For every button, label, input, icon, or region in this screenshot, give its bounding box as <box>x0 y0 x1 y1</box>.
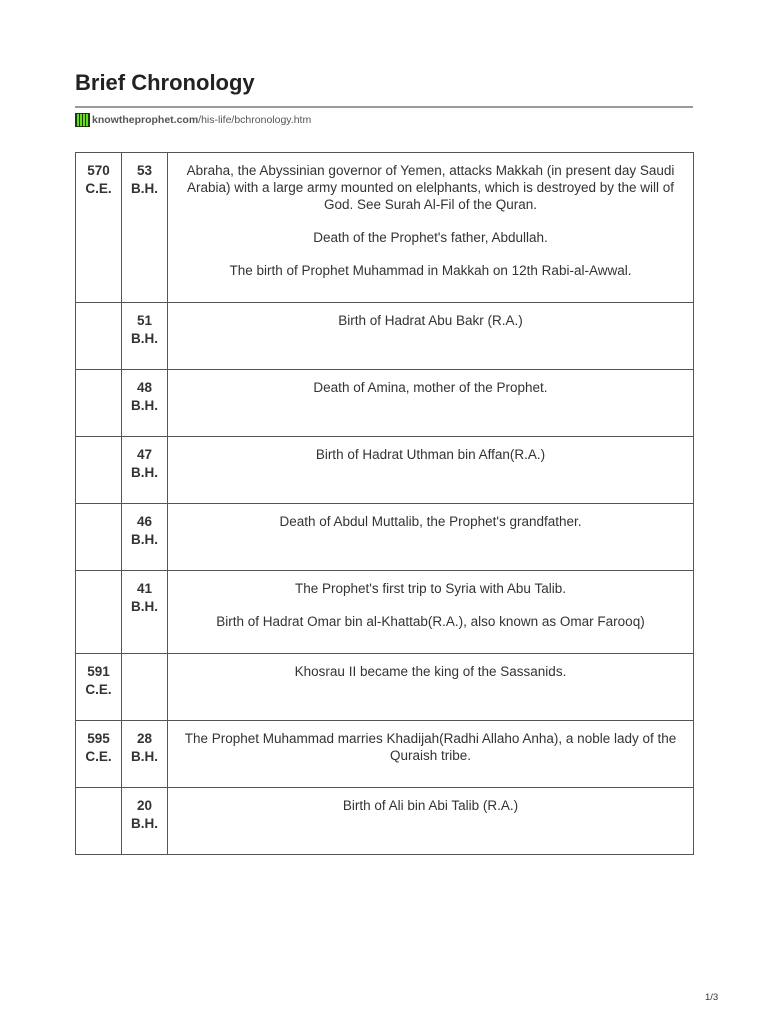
event-cell <box>168 437 694 504</box>
event-text: Death of the Prophet's father, Abdullah. <box>313 230 548 245</box>
event-text: Death of Abdul Muttalib, the Prophet's grandfather. <box>279 514 582 529</box>
table-row <box>76 370 694 437</box>
table-row <box>76 303 694 370</box>
ce-year-cell: 591 C.E. <box>76 654 122 721</box>
bh-year-cell: 48 B.H. <box>122 370 168 437</box>
event-cell <box>168 153 694 303</box>
ce-year-cell: 595 C.E. <box>76 721 122 788</box>
bh-year-cell: 28 B.H. <box>122 721 168 788</box>
event-text: Birth of Hadrat Uthman bin Affan(R.A.) <box>315 447 546 462</box>
ce-year-cell <box>76 788 122 855</box>
bh-year-cell: 53 B.H. <box>122 153 168 303</box>
event-cell <box>168 654 694 721</box>
event-cell <box>168 571 694 654</box>
page-indicator: 1/3 <box>705 992 719 1003</box>
event-cell <box>168 788 694 855</box>
table-row <box>76 788 694 855</box>
ce-year-cell <box>76 504 122 571</box>
event-text: Khosrau II became the king of the Sassanids. <box>294 664 567 679</box>
bh-year-cell: 51 B.H. <box>122 303 168 370</box>
bh-year-cell: 47 B.H. <box>122 437 168 504</box>
source-link[interactable] <box>75 113 311 127</box>
event-text: Death of Amina, mother of the Prophet. <box>313 380 548 395</box>
ce-year-cell <box>76 370 122 437</box>
source-domain[interactable]: knowtheprophet.com <box>92 114 199 126</box>
event-text: Abraha, the Abyssinian governor of Yemen, attacks Makkah (in present day Saudi Arabia) with a large army mounted on elelphants, which is destroyed by the will of God. See Surah Al-Fil of the Quran. <box>186 163 675 212</box>
table-row <box>76 153 694 303</box>
event-text: Birth of Hadrat Abu Bakr (R.A.) <box>338 313 523 328</box>
table-row <box>76 504 694 571</box>
event-text: Birth of Hadrat Omar bin al-Khattab(R.A.), also known as Omar Farooq) <box>216 614 645 629</box>
bh-year-cell: 46 B.H. <box>122 504 168 571</box>
ce-year-cell <box>76 571 122 654</box>
table-row <box>76 721 694 788</box>
page-title: Brief Chronology <box>75 70 255 95</box>
event-text: Birth of Ali bin Abi Talib (R.A.) <box>342 798 519 813</box>
title-divider <box>75 106 693 108</box>
table-row <box>76 571 694 654</box>
bh-year-cell <box>122 654 168 721</box>
site-favicon-icon <box>75 113 90 127</box>
ce-year-cell <box>76 303 122 370</box>
event-text: The birth of Prophet Muhammad in Makkah on 12th Rabi-al-Awwal. <box>229 263 632 278</box>
bh-year-cell: 20 B.H. <box>122 788 168 855</box>
event-text: The Prophet Muhammad marries Khadijah(Radhi Allaho Anha), a noble lady of the Quraish tribe. <box>184 731 677 763</box>
bh-year-cell: 41 B.H. <box>122 571 168 654</box>
event-cell <box>168 721 694 788</box>
event-cell <box>168 303 694 370</box>
event-text: The Prophet's first trip to Syria with Abu Talib. <box>295 581 566 596</box>
event-cell <box>168 504 694 571</box>
table-row <box>76 437 694 504</box>
ce-year-cell: 570 C.E. <box>76 153 122 303</box>
table-row <box>76 654 694 721</box>
event-cell <box>168 370 694 437</box>
ce-year-cell <box>76 437 122 504</box>
chronology-table <box>75 152 694 855</box>
source-path[interactable]: /his-life/bchronology.htm <box>198 114 312 126</box>
